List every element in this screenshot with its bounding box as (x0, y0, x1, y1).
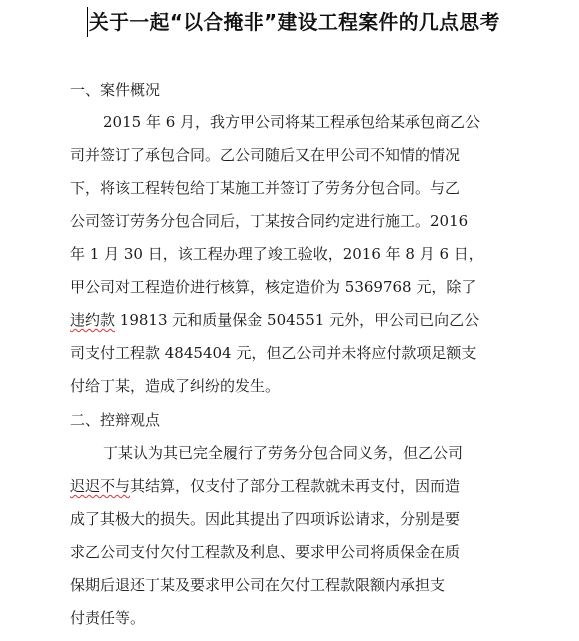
paragraph-line[interactable]: 付责任等。 (70, 609, 146, 627)
paragraph-line[interactable]: 司支付工程款 4845404 元，但乙公司并未将应付款项足额支 (70, 344, 477, 362)
paragraph-line[interactable]: 年 1 月 30 日，该工程办理了竣工验收，2016 年 8 月 6 日， (70, 245, 484, 263)
document-title[interactable]: 关于一起“以合掩非”建设工程案件的几点思考 (89, 10, 500, 34)
paragraph-line[interactable]: 司并签订了承包合同。乙公司随后又在甲公司不知情的情况 (70, 146, 461, 164)
paragraph-line[interactable]: 成了其极大的损失。因此其提出了四项诉讼请求，分别是要 (70, 510, 461, 528)
paragraph-line[interactable]: 付给丁某，造成了纠纷的发生。 (70, 377, 281, 395)
paragraph-line-spellcheck[interactable]: 违约款 19813 元和质量保金 504551 元外，甲公司已向乙公 (70, 311, 480, 329)
paragraph-line[interactable]: 2015 年 6 月，我方甲公司将某工程承包给某承包商乙公 (103, 113, 481, 131)
paragraph-line[interactable]: 甲公司对工程造价进行核算，核定造价为 5369768 元，除了 (70, 278, 477, 296)
spellcheck-underline[interactable]: 迟迟不与 (70, 477, 131, 495)
paragraph-line[interactable]: 丁某认为其已完全履行了劳务分包合同义务，但乙公司 (103, 444, 464, 462)
spellcheck-underline[interactable]: 违约款 (70, 311, 116, 329)
paragraph-line[interactable]: 保期后退还丁某及要求甲公司在欠付工程款限额内承担支 (70, 576, 446, 594)
paragraph-line[interactable]: 公司签订劳务分包合同后，丁某按合同约定进行施工。2016 (70, 212, 469, 230)
paragraph-line[interactable]: 下，将该工程转包给丁某施工并签订了劳务分包合同。与乙 (70, 179, 461, 197)
section-heading-overview[interactable]: 一、案件概况 (70, 81, 161, 99)
paragraph-line[interactable]: 求乙公司支付欠付工程款及利息、要求甲公司将质保金在质 (70, 543, 461, 561)
paragraph-line-spellcheck[interactable]: 迟迟不与其结算，仅支付了部分工程款就未再支付，因而造 (70, 477, 461, 495)
text-cursor (87, 7, 88, 37)
section-heading-arguments[interactable]: 二、控辩观点 (70, 411, 161, 429)
